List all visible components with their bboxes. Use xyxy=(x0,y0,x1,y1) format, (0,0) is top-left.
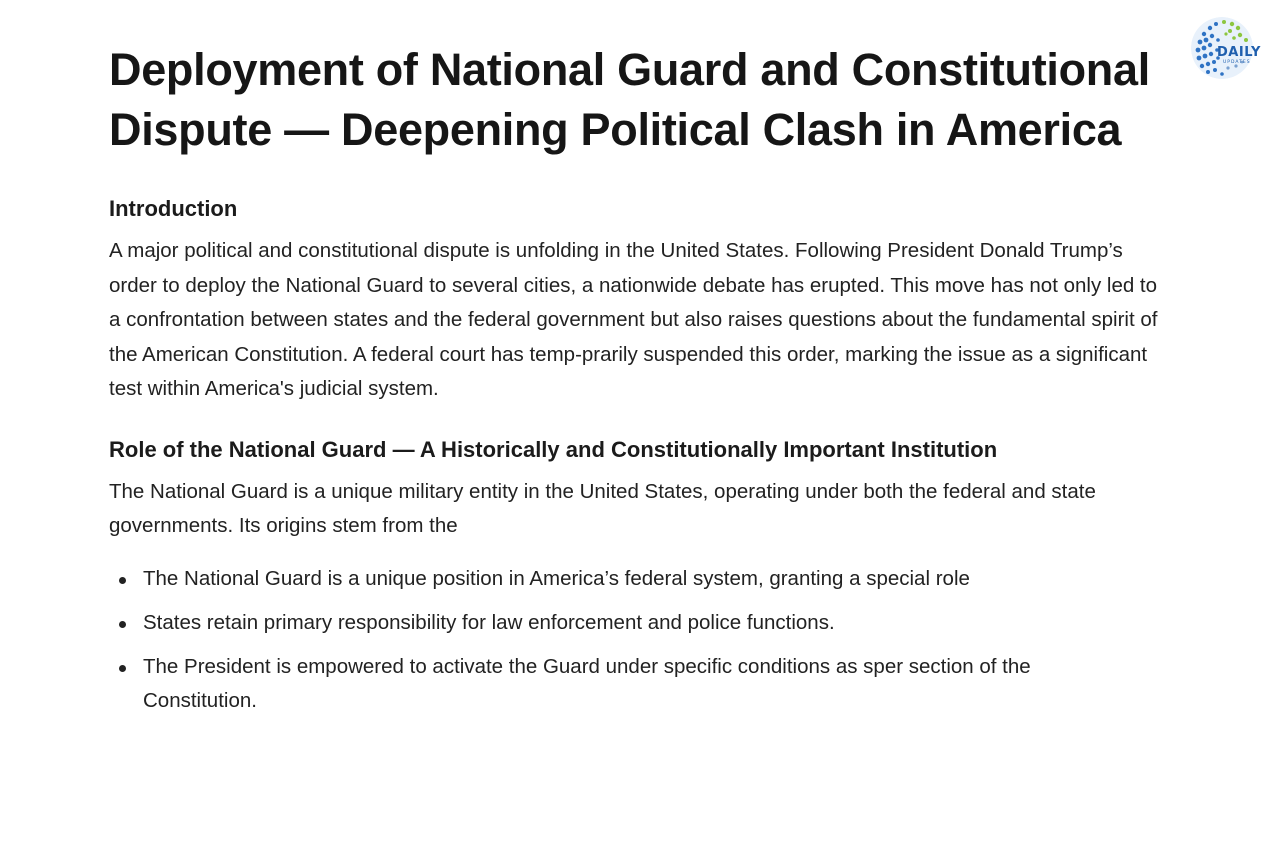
bullet-item xyxy=(109,562,1083,596)
article xyxy=(109,40,1159,728)
bullet-text: The President is empowered to activate the Guard under specific conditions as sper section of the Constitution. xyxy=(143,654,1031,712)
bullet-item xyxy=(109,606,1083,640)
article-title: Deployment of National Guard and Constitutional Dispute — Deepening Political Clash in America xyxy=(109,44,1150,155)
logo-subtext: UPDATES xyxy=(1223,60,1251,65)
bullet-point-icon xyxy=(119,621,126,628)
bullet-text: The National Guard is a unique position in America’s federal system, granting a special role xyxy=(143,566,970,590)
bullet-text: States retain primary responsibility for law enforcement and police functions. xyxy=(143,610,835,634)
role-paragraph: The National Guard is a unique military entity in the United States, operating under both the federal and state governments. Its origins stem from the xyxy=(109,479,1096,537)
section-heading-role-of-national-guard: Role of the National Guard — A Historically and Constitutionally Important Institution xyxy=(109,436,998,462)
bullet-item xyxy=(109,650,1083,718)
logo-wordmark: DAILY xyxy=(1217,45,1261,60)
bullet-list xyxy=(109,562,1159,718)
introduction-paragraph: A major political and constitutional dispute is unfolding in the United States. Following President Donald Trump’s order to deploy the National Guard to several cities, a nationwide debate has erupted. This move has not only led to a confrontation between states and the federal government but also raises questions about the fundamental spirit of the American Constitution. A federal court has temp-prarily suspended this order, marking the issue as a significant test within America's judicial system. xyxy=(109,239,1158,400)
bullet-point-icon xyxy=(119,577,126,584)
section-heading-introduction: Introduction xyxy=(109,196,238,221)
daily-updates-logo xyxy=(1190,14,1270,82)
bullet-point-icon xyxy=(119,665,126,672)
